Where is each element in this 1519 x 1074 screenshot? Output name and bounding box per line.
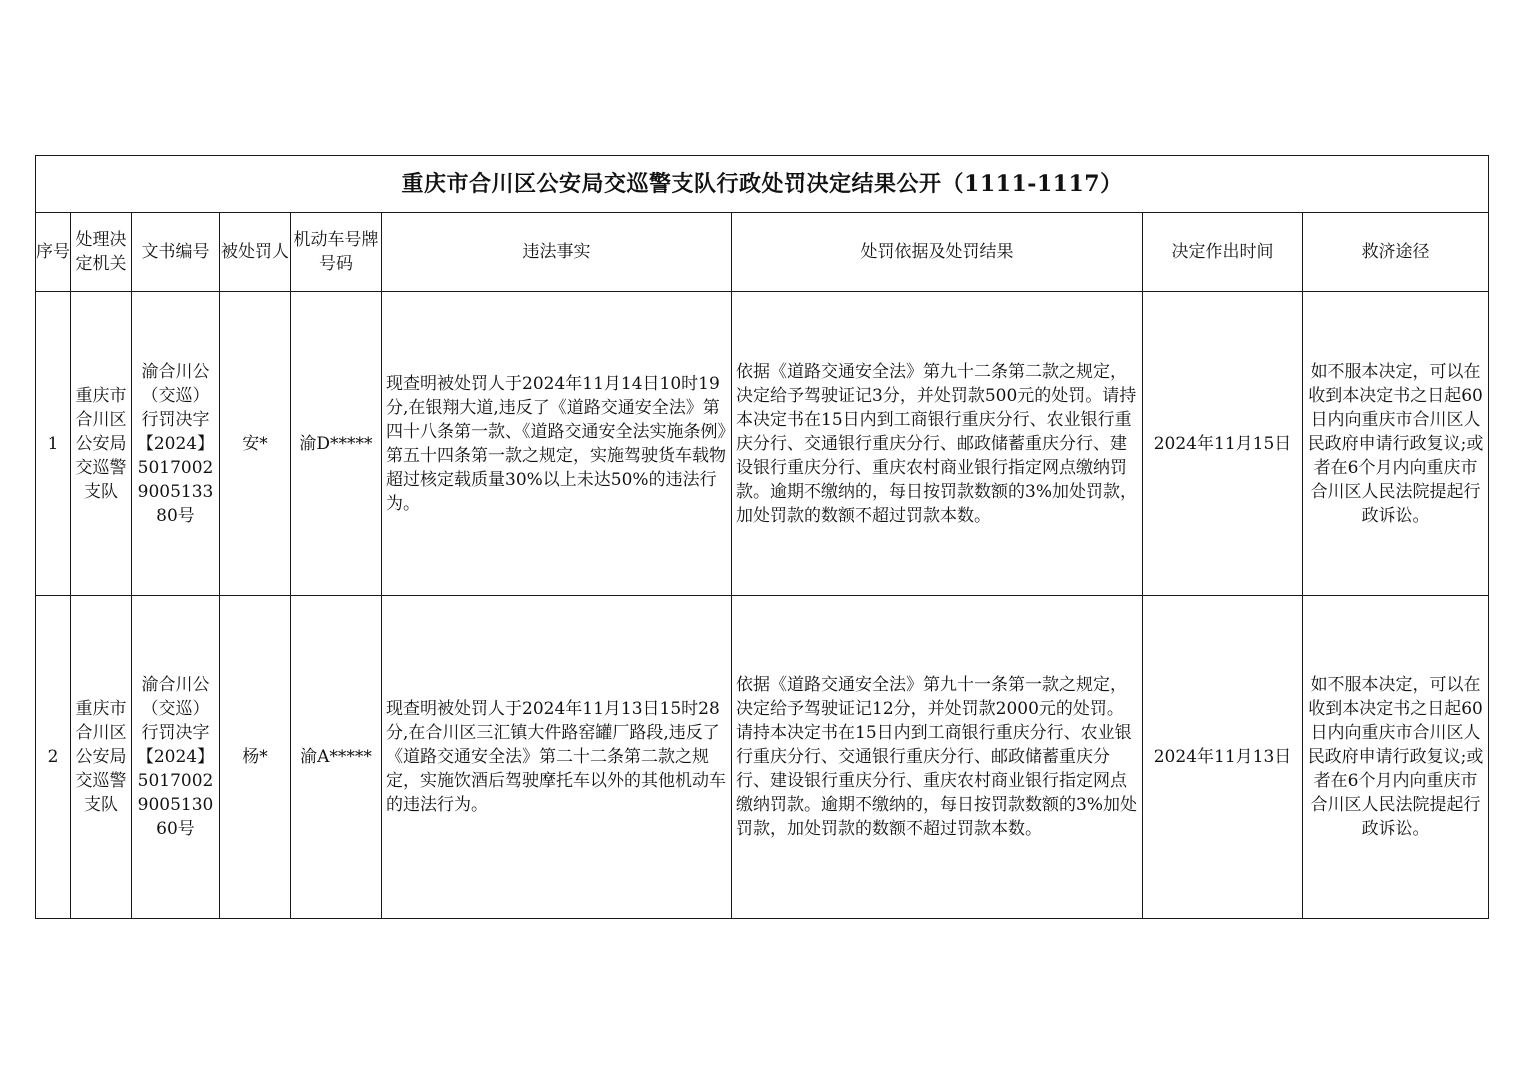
cell-basis: 依据《道路交通安全法》第九十一条第一款之规定，决定给予驾驶证记12分，并处罚款2000元的处罚。请持本决定书在15日内到工商银行重庆分行、农业银行重庆分行、交通银行重庆分行、邮政储蓄重庆分行、建设银行重庆分行、重庆农村商业银行指定网点缴纳罚款。逾期不缴纳的，每日按罚款数额的3%加处罚款，加处罚款的数额不超过罚款本数。 — [732, 596, 1143, 919]
table-row — [36, 596, 1489, 919]
cell-person: 安* — [220, 292, 291, 596]
header-facts: 违法事实 — [382, 213, 732, 292]
header-remedy: 救济途径 — [1303, 213, 1489, 292]
header-seq: 序号 — [36, 213, 71, 292]
header-authority: 处理决定机关 — [71, 213, 132, 292]
cell-doc-no: 渝合川公（交巡）行罚决字【2024】5017002900513060号 — [132, 596, 220, 919]
cell-authority: 重庆市合川区公安局交巡警支队 — [71, 596, 132, 919]
penalty-table — [35, 155, 1489, 919]
cell-facts: 现查明被处罚人于2024年11月13日15时28分,在合川区三汇镇大件路窑罐厂路段,违反了《道路交通安全法》第二十二条第二款之规定，实施饮酒后驾驶摩托车以外的其他机动车的违法行为。 — [382, 596, 732, 919]
cell-person: 杨* — [220, 596, 291, 919]
cell-facts: 现查明被处罚人于2024年11月14日10时19分,在银翔大道,违反了《道路交通安全法》第四十八条第一款、《道路交通安全法实施条例》第五十四条第一款之规定，实施驾驶货车载物超过核定载质量30%以上未达50%的违法行为。 — [382, 292, 732, 596]
cell-plate: 渝A***** — [291, 596, 382, 919]
table-header-row — [36, 213, 1489, 292]
header-basis: 处罚依据及处罚结果 — [732, 213, 1143, 292]
header-doc-no: 文书编号 — [132, 213, 220, 292]
cell-remedy: 如不服本决定，可以在收到本决定书之日起60日内向重庆市合川区人民政府申请行政复议;或者在6个月内向重庆市合川区人民法院提起行政诉讼。 — [1303, 292, 1489, 596]
header-plate: 机动车号牌号码 — [291, 213, 382, 292]
cell-plate: 渝D***** — [291, 292, 382, 596]
cell-date: 2024年11月15日 — [1143, 292, 1303, 596]
header-person: 被处罚人 — [220, 213, 291, 292]
cell-seq: 1 — [36, 292, 71, 596]
cell-date: 2024年11月13日 — [1143, 596, 1303, 919]
cell-seq: 2 — [36, 596, 71, 919]
header-date: 决定作出时间 — [1143, 213, 1303, 292]
cell-basis: 依据《道路交通安全法》第九十二条第二款之规定，决定给予驾驶证记3分，并处罚款500元的处罚。请持本决定书在15日内到工商银行重庆分行、农业银行重庆分行、交通银行重庆分行、邮政储蓄重庆分行、建设银行重庆分行、重庆农村商业银行指定网点缴纳罚款。逾期不缴纳的，每日按罚款数额的3%加处罚款，加处罚款的数额不超过罚款本数。 — [732, 292, 1143, 596]
cell-doc-no: 渝合川公（交巡）行罚决字【2024】5017002900513380号 — [132, 292, 220, 596]
table-row — [36, 292, 1489, 596]
cell-authority: 重庆市合川区公安局交巡警支队 — [71, 292, 132, 596]
cell-remedy: 如不服本决定，可以在收到本决定书之日起60日内向重庆市合川区人民政府申请行政复议;或者在6个月内向重庆市合川区人民法院提起行政诉讼。 — [1303, 596, 1489, 919]
page-title: 重庆市合川区公安局交巡警支队行政处罚决定结果公开（1111-1117） — [36, 156, 1489, 213]
